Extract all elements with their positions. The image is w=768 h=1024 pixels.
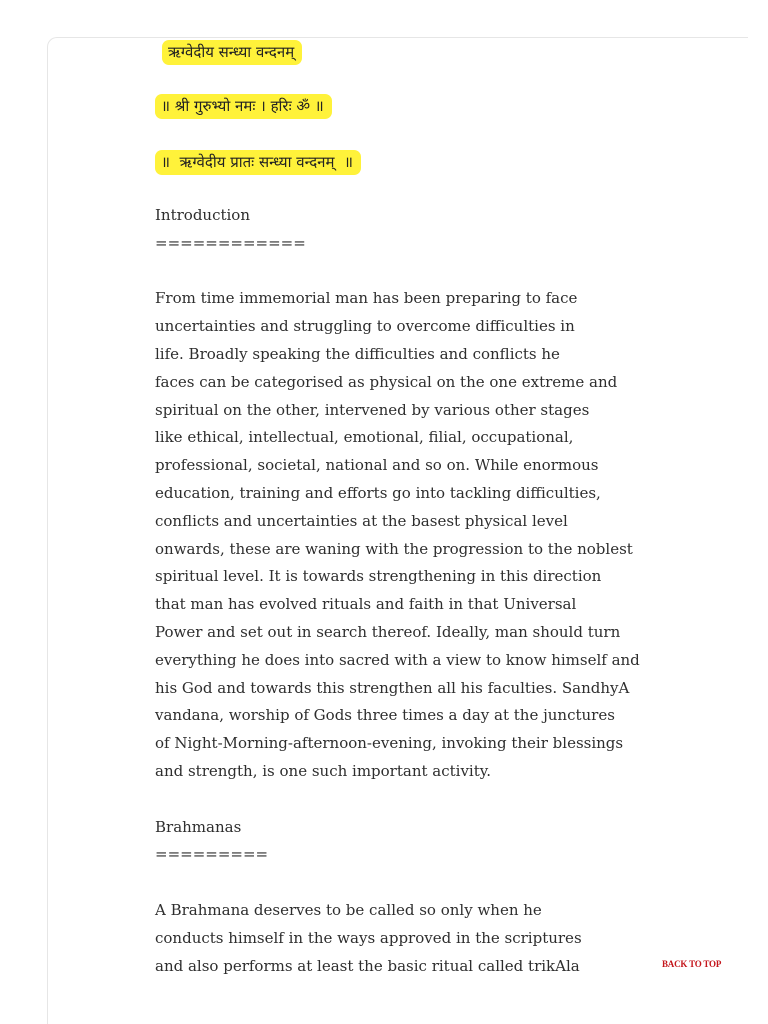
text-line: life. Broadly speaking the difficulties and conflicts he	[155, 344, 560, 363]
text-line: A Brahmana deserves to be called so only when he	[155, 900, 542, 919]
highlighted-subtitle: ॥ ऋग्वेदीय प्रातः सन्ध्या वन्दनम् ॥	[155, 150, 361, 175]
text-line	[155, 258, 715, 286]
highlighted-invocation: ॥ श्री गुरुभ्यो नमः । हरिः ॐ ॥	[155, 94, 332, 119]
text-line: and also performs at least the basic ritual called trikAla	[155, 956, 580, 975]
text-line: faces can be categorised as physical on the one extreme and	[155, 372, 618, 391]
text-line: Introduction	[155, 206, 250, 224]
text-line: Brahmanas	[155, 817, 242, 836]
text-line: uncertainties and struggling to overcome difficulties in	[155, 317, 575, 336]
text-line	[155, 869, 715, 897]
text-line: that man has evolved rituals and faith in that Universal	[155, 595, 577, 614]
text-line: Power and set out in search thereof. Ideally, man should turn	[155, 622, 621, 641]
text-line: onwards, these are waning with the progression to the noblest	[155, 539, 633, 558]
text-line: conflicts and uncertainties at the basest physical level	[155, 511, 568, 530]
highlighted-title: ऋग्वेदीय सन्ध्या वन्दनम्	[162, 40, 302, 65]
text-line: like ethical, intellectual, emotional, filial, occupational,	[155, 428, 574, 447]
text-line: conducts himself in the ways approved in the scriptures	[155, 928, 582, 947]
text-line: his God and towards this strengthen all his faculties. SandhyA	[155, 678, 630, 697]
text-line: professional, societal, national and so on. While enormous	[155, 456, 599, 475]
text-line: spiritual on the other, intervened by various other stages	[155, 400, 590, 419]
text-line: everything he does into sacred with a view to know himself and	[155, 650, 640, 669]
document-body-text	[155, 202, 715, 980]
text-line: education, training and efforts go into tackling difficulties,	[155, 483, 601, 502]
back-to-top-link[interactable]: BACK TO TOP	[662, 959, 722, 969]
text-line: ============	[155, 233, 306, 252]
text-line: vandana, worship of Gods three times a day at the junctures	[155, 706, 615, 725]
text-line: and strength, is one such important activity.	[155, 761, 491, 780]
text-line: spiritual level. It is towards strengthening in this direction	[155, 567, 602, 586]
text-line: =========	[155, 845, 269, 864]
text-line: From time immemorial man has been preparing to face	[155, 289, 578, 308]
text-line	[155, 786, 715, 814]
text-line: of Night-Morning-afternoon-evening, invoking their blessings	[155, 734, 624, 753]
